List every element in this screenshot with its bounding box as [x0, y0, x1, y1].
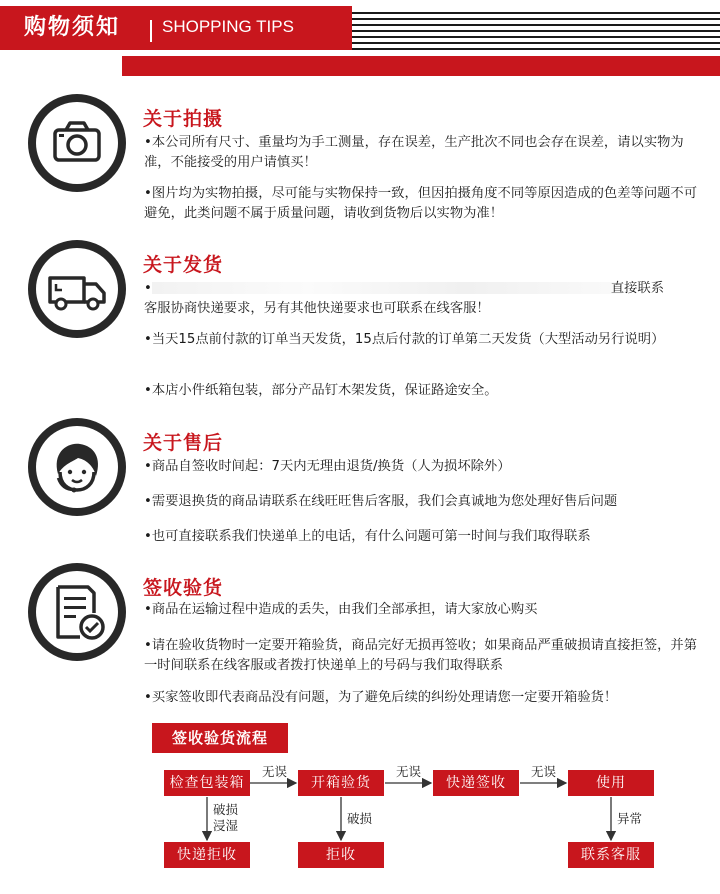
- page-title: 购物须知: [24, 15, 121, 40]
- flow-branch-label: 异常: [617, 811, 643, 826]
- flow-step: 快递签收: [433, 770, 519, 796]
- list-item: •也可直接联系我们快递单上的电话，有什么问题可第一时间与我们取得联系: [144, 529, 591, 544]
- flow-branch-label: 破损: [347, 811, 373, 826]
- list-item: •需要退换货的商品请联系在线旺旺售后客服，我们会真诚地为您处理好售后问题: [144, 494, 618, 509]
- customer-service-icon: [28, 418, 126, 516]
- section-title-aftersales: 关于售后: [143, 432, 224, 454]
- title-divider: [150, 20, 152, 42]
- delivery-truck-icon: [28, 240, 126, 338]
- checklist-icon: [28, 563, 126, 661]
- flow-branch-label: 破损 浸湿: [213, 802, 239, 833]
- blurred-text: [152, 282, 622, 294]
- flow-result: 快递拒收: [164, 842, 250, 868]
- list-item: •本店小件纸箱包装，部分产品钉木架发货，保证路途安全。: [144, 383, 498, 398]
- flow-result: 联系客服: [568, 842, 654, 868]
- camera-icon: [28, 94, 126, 192]
- header-banner: [0, 0, 720, 76]
- list-item: •请在验收货物时一定要开箱验货，商品完好无损再签收；如果商品严重破损请直接拒签，并第一时间联系在线客服或者拨打快递单上的号码与我们取得联系: [144, 638, 698, 673]
- flow-result: 拒收: [298, 842, 384, 868]
- flow-ok-label: 无误: [396, 764, 422, 779]
- item-tail: 直接联系: [610, 281, 664, 296]
- list-item: •图片均为实物拍摄，尽可能与实物保持一致，但因拍摄角度不同等原因造成的色差等问题不可避免，此类问题不属于质量问题，请收到货物后以实物为准！: [144, 186, 698, 221]
- flow-step: 检查包装箱: [164, 770, 250, 796]
- item-line2: 客服协商快递要求，另有其他快递要求也可联系在线客服！: [144, 301, 490, 316]
- flow-title: 签收验货流程: [152, 723, 288, 753]
- flow-step: 开箱验货: [298, 770, 384, 796]
- flow-ok-label: 无误: [531, 764, 557, 779]
- list-item: [144, 279, 700, 319]
- flow-ok-label: 无误: [262, 764, 288, 779]
- section-title-shipping: 关于发货: [143, 254, 224, 276]
- bullet: •: [144, 281, 152, 296]
- flow-step: 使用: [568, 770, 654, 796]
- list-item: •本公司所有尺寸、重量均为手工测量，存在误差，生产批次不同也会存在误差，请以实物为准，不能接受的用户请慎买！: [144, 135, 684, 170]
- list-item: •商品在运输过程中造成的丢失，由我们全部承担，请大家放心购买: [144, 602, 538, 617]
- section-title-inspection: 签收验货: [143, 577, 224, 599]
- list-item: •商品自签收时间起：7天内无理由退货/换货（人为损坏除外）: [144, 459, 511, 474]
- page-subtitle: SHOPPING TIPS: [162, 17, 294, 36]
- list-item: •当天15点前付款的订单当天发货，15点后付款的订单第二天发货（大型活动另行说明）: [144, 332, 665, 347]
- section-title-photo: 关于拍摄: [143, 108, 224, 130]
- list-item: •买家签收即代表商品没有问题，为了避免后续的纠纷处理请您一定要开箱验货！: [144, 690, 618, 705]
